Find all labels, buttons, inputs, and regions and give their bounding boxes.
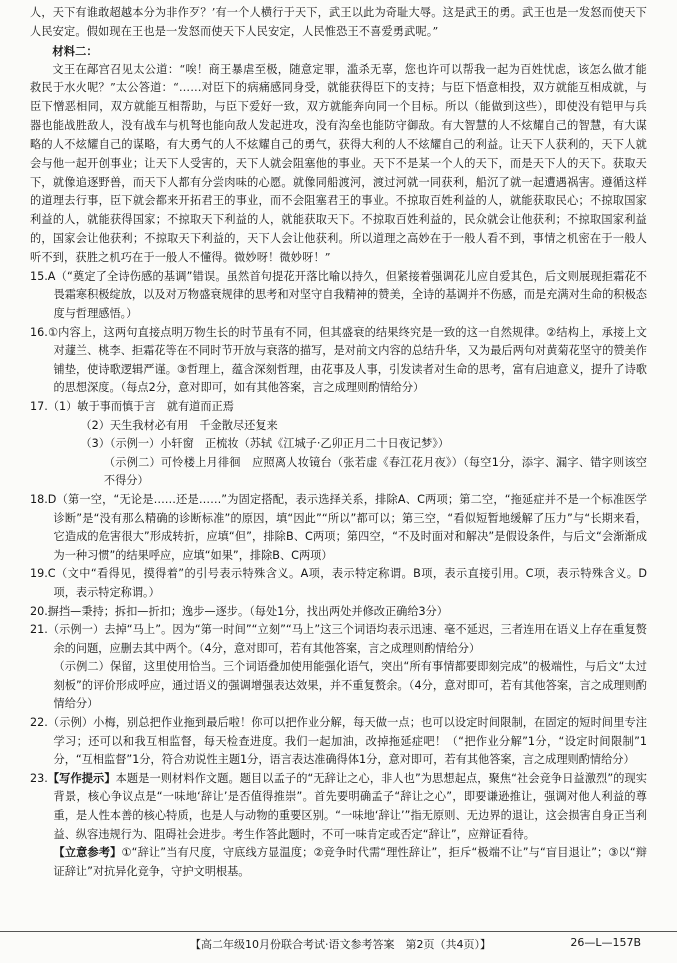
answer-21: 21.（示例一）去掉“马上”。因为“第一时间”“立刻”“马上”这三个词语均表示迅速、毫不延迟，三者连用在语义上存在重复赘余的问题，应删去其中两个。（4分，意对即可，若有其他答案，言之成理则酌情给分） （示例二）保留，这里使用恰当。三个词语叠加使用能强化语气，突出“所有事情都要即刻完成”的极端性，与后文“太过刻板”的评价形成呼应，通过语义的强调增强表达效果，并不重复赘余。（4分，意对即可，若有其他答案，言之成理则酌情给分）: [30, 621, 647, 714]
answer-18: 18.D（第一空，“无论是……还是……”为固定搭配，表示选择关系，排除A、C两项；第二空，“拖延症并不是一个标准医学诊断”是“没有那么精确的诊断标准”的原因，填“因此”“所以”都可以；第三空，“看似短暂地缓解了压力”与“长期来看，它造成的危害很大”形成转折，应填“但”，排除B、C两项；第四空，“不及时面对和解决”是假设条件，与后文“会渐渐成为一种习惯”的结果呼应，应填“如果”，排除B、C两项）: [30, 492, 647, 562]
writing-hint-label: 【写作提示】: [47, 771, 116, 785]
passage-intro: 人，天下有谁敢超越本分为非作歹？’有一个人横行于天下，武王以此为奇耻大辱。这是武王的勇。武王也是一发怒而使天下人民安定。假如现在王也是一发怒而使天下人民安定，人民惟恐王不喜爱勇武呢。”: [30, 6, 647, 38]
material-title: 材料二：: [52, 43, 98, 58]
answer-23: 23.【写作提示】本题是一则材料作文题。题目以孟子的“无辞让之心，非人也”为思想起点，聚焦“社会竞争日益激烈”的现实背景，核心争议点是“一味地‘辞让’是否值得推崇”。首先要明确孟子“辞让之心”，即要谦逊推让，强调对他人利益的尊重，是人性本善的核心特质，也是人与动物的重要区别。“一味地‘辞让’”指无原则、无边界的退让，这会损害自身正当利益、纵容违规行为、阻碍社会进步。考生作答此题时，不可一味肯定或否定“辞让”，应辩证看待。 【立意参考】①“辞让”当有尺度，守底线方显温度；②竞争时代需“理性辞让”，拒斥“极端不让”与“盲目退让”；③以“辩证辞让”对抗异化竞争，守护文明根基。: [30, 770, 647, 882]
answer-22: 22.（示例）小梅，别总把作业拖到最后啦！你可以把作业分解，每天做一点；也可以设定时间限制，在固定的短时间里专注学习；还可以和我互相监督，每天检查进度。我们一起加油，改掉拖延症吧！（“把作业分解”1分，“设定时间限制”1分，“互相监督”1分，符合劝说性主题1分，语言表达准确得体1分，意对即可，若有其他答案，言之成理则酌情给分）: [30, 716, 647, 767]
answer-17-line4: （示例二）可怜楼上月徘徊 应照离人妆镜台（张若虚《春江花月夜》）（每空1分，添字、漏字、错字则该空不得分）: [103, 455, 647, 488]
footer-code: 26—L—157B: [570, 936, 641, 949]
answer-16: 16.①内容上，这两句直接点明万物生长的时节虽有不同，但其盛衰的结果终究是一致的这一自然规律。②结构上，承接上文对蘧兰、桃李、拒霜花等在不同时节开放与衰落的描写，是对前文内容的总结升华，又为最后两句对黄菊花坚守的赞美作铺垫，使诗歌逻辑严谨。③哲理上，蕴含深刻哲理，由花事及人事，引发读者对生命的思考，富有启迪意义，提升了诗歌的思想深度。（每点2分，意对即可，如有其他答案，言之成理则酌情给分）: [30, 325, 647, 395]
answer-17: 17.（1）敏于事而慎于言 就有道而正焉 （2）天生我材必有用 千金散尽还复来 （3）（示例一）小轩窗 正梳妆（苏轼《江城子·乙卯正月二十日夜记梦》） （示例二）可怜楼上月徘徊 应照离人妆镜台（张若虚《春江花月夜》）（每空1分，添字、漏字、错字则该空不得分）: [30, 398, 647, 491]
answer-15: 15.A（“奠定了全诗伤感的基调”错误。虽然首句提花开落比喻以持久，但紧接着强调花儿应自爱其色，后文则展现拒霜花不畏霜寒积极绽放，以及对万物盛衰规律的思考和对坚守自我精神的赞美，全诗的基调并不伤感，而是充满对生命的积极态度与哲理感悟。）: [30, 269, 647, 320]
footer-title: 【高二年级10月份联合考试·语文参考答案 第2页（共4页）】: [190, 938, 491, 951]
answer-17-line2: （2）天生我材必有用 千金散尽还复来: [80, 418, 278, 432]
material-text: 文王在鄗宫召见太公道：“唉！商王暴虐至极，随意定罪，滥杀无辜，您也许可以帮我一起为百姓忧虑，该怎么做才能救民于水火呢？”太公答道：“……对臣下的病痛感同身受，就能获得臣下的支持；与臣下悟意相投，双方就能互相成就，与臣下憎恶相同，双方就能互相帮助，与臣下爱好一致，双方就能奔向同一个目标。所以（能做到这些），即使没有铠甲与兵器也能战胜敌人，没有战车与机弩也能向敌人发起进攻，没有沟垒也能防守御敌。有大智慧的人不炫耀自己的智慧，有大谋略的人不炫耀自己的谋略，有大勇气的人不炫耀自己的勇气，获得大利的人不炫耀自己的利益。让天下人获利的，天下人就会与他一起开创事业；让天下人受害的，天下人就会阻塞他的事业。天下不是某一个人的天下，而是天下人的天下。获取天下，就像追逐野兽，而天下人都有分尝肉味的心愿。就像同船渡河，渡过河就一同获利，船沉了就一起遭遇祸害。遵循这样的道理去行事，臣下就会都来开拓君王的事业，而不会阻塞君王的事业。不掠取百姓利益的人，就能获取民心；不掠取国家利益的人，就能获得国家；不掠取天下利益的人，就能获取天下。不掠取百姓利益的，民众就会让他获利；不掠取国家利益的，国家会让他获利；不掠取天下利益的，天下人会让他获利。所以道理之高妙在于一般人看不到，事情之机密在于一般人听不到，获胜之机巧在于一般人不懂得。微妙呀！微妙呀！”: [30, 62, 647, 264]
idea-reference: 【立意参考】①“辞让”当有尺度，守底线方显温度；②竞争时代需“理性辞让”，拒斥“极端不让”与“盲目退让”；③以“辩证辞让”对抗异化竞争，守护文明根基。: [53, 846, 647, 878]
idea-reference-label: 【立意参考】: [53, 846, 122, 860]
page-footer: [0, 931, 677, 952]
answer-19: 19.C（文中“看得见，摸得着”的引号表示特殊含义。A项，表示特定称谓。B项，表示直接引用。C项，表示特殊含义。D项，表示特定称谓。）: [30, 567, 647, 599]
answer-20: 20.摒挡—秉持；拆扣—折扣；逸步—逐步。（每处1分，找出两处并修改正确给3分）: [30, 604, 448, 618]
answer-17-line3: （3）（示例一）小轩窗 正梳妆（苏轼《江城子·乙卯正月二十日夜记梦》）: [80, 437, 450, 451]
answer-21-example2: （示例二）保留，这里使用恰当。三个词语叠加使用能强化语气，突出“所有事情都要即刻完成”的极端性，与后文“太过刻板”的评价形成呼应，通过语义的强调增强表达效果，并不重复赘余。（4分，意对即可，若有其他答案，言之成理则酌情给分）: [53, 660, 647, 711]
